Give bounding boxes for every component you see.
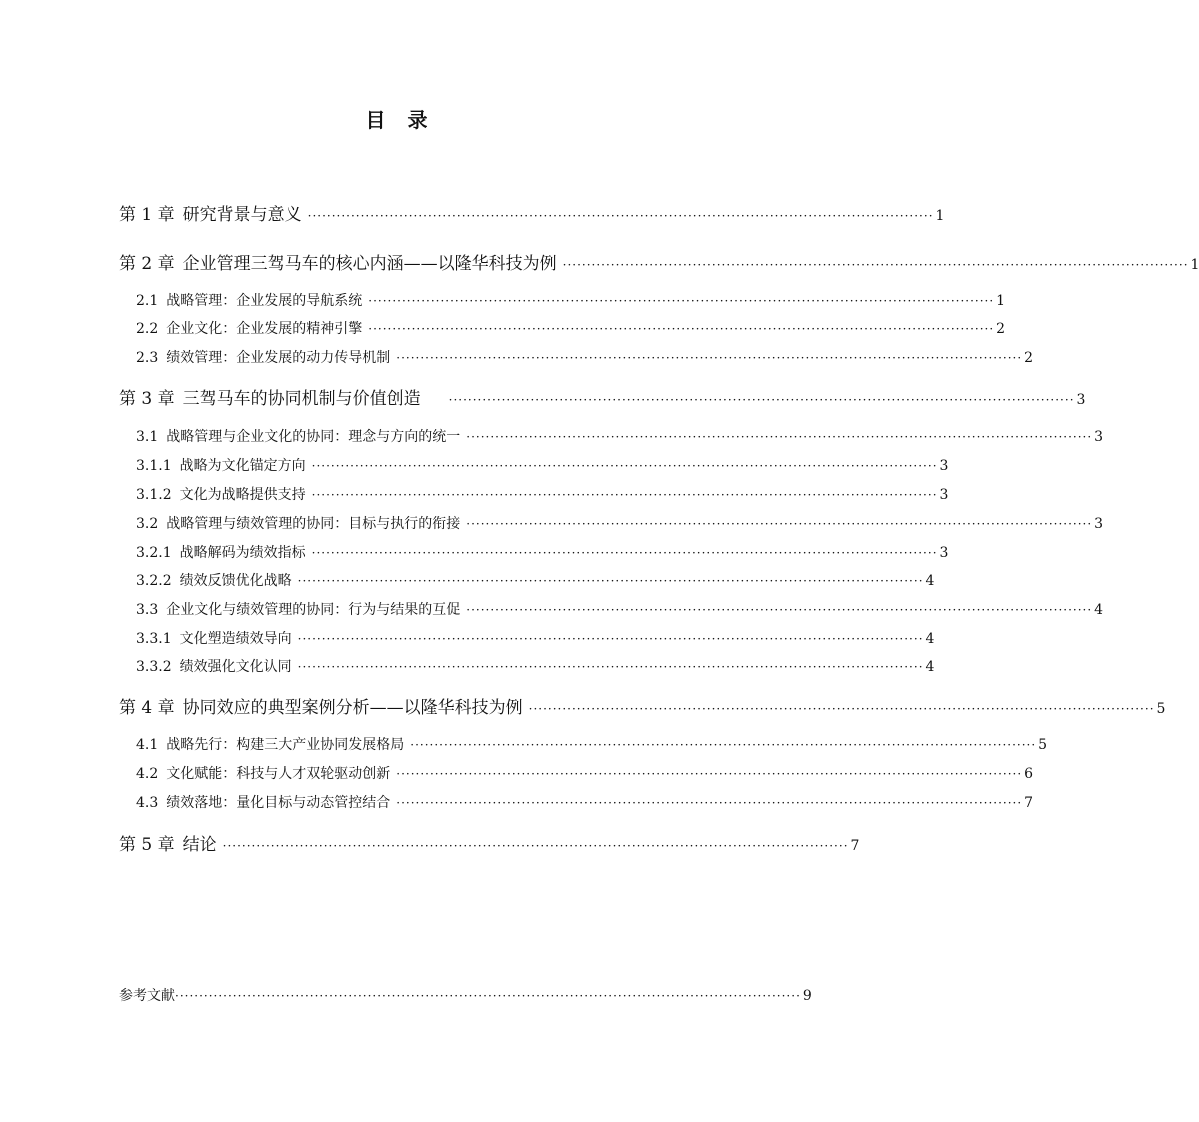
dot-leader: ··································································································································: [368, 322, 995, 336]
toc-entry-section-3-1[interactable]: [136, 426, 1104, 446]
page-number: 1: [996, 293, 1006, 309]
section-title: 战略管理：企业发展的导航系统: [166, 293, 363, 309]
dot-leader: ··································································································································: [466, 430, 1093, 444]
toc-entry-section-4-1[interactable]: [136, 734, 1048, 754]
toc-entry-chapter-3[interactable]: [119, 384, 1086, 409]
section-title: 企业文化：企业发展的精神引擎: [166, 321, 363, 337]
toc-entry-section-3-2-1[interactable]: [136, 542, 949, 562]
section-title: 战略管理与企业文化的协同：理念与方向的统一: [166, 429, 461, 445]
page-number: 3: [1076, 392, 1086, 408]
section-number: 3.1.2: [136, 487, 172, 503]
toc-entry-section-3-3-2[interactable]: [136, 656, 935, 676]
dot-leader: ··································································································································: [396, 351, 1023, 365]
dot-leader: ··································································································································: [297, 574, 924, 588]
section-number: 3.2: [136, 516, 159, 532]
dot-leader: ··································································································································: [297, 660, 924, 674]
section-title: 绩效反馈优化战略: [179, 573, 292, 589]
page-number: 1: [935, 208, 945, 224]
chapter-number: 第 4 章: [119, 698, 175, 718]
dot-leader: ··································································································································: [396, 796, 1023, 810]
chapter-number: 第 3 章: [119, 389, 175, 409]
page-number: 4: [925, 659, 935, 675]
dot-leader: ··································································································································: [297, 632, 924, 646]
chapter-number: 第 1 章: [119, 205, 175, 225]
section-title: 文化赋能：科技与人才双轮驱动创新: [166, 766, 391, 782]
toc-entry-chapter-4[interactable]: [119, 693, 1166, 718]
page-number: 1: [1190, 257, 1199, 273]
toc-entry-section-2-3[interactable]: [136, 347, 1034, 367]
toc-entry-section-4-2[interactable]: [136, 763, 1034, 783]
section-number: 3.1.1: [136, 458, 172, 474]
section-number: 4.3: [136, 795, 159, 811]
page-number: 5: [1156, 701, 1166, 717]
dot-leader: ··································································································································: [466, 517, 1093, 531]
dot-leader: ··································································································································: [311, 459, 938, 473]
toc-entry-references[interactable]: [119, 985, 812, 1005]
page-number: 4: [925, 573, 935, 589]
page-number: 3: [1094, 516, 1104, 532]
dot-leader: ··································································································································: [562, 258, 1189, 272]
page-number: 5: [1038, 737, 1048, 753]
page-number: 3: [1094, 429, 1104, 445]
dot-leader: ··································································································································: [307, 209, 934, 223]
toc-entry-chapter-1[interactable]: [119, 200, 945, 225]
chapter-title: 研究背景与意义: [182, 205, 302, 225]
section-title: 文化为战略提供支持: [179, 487, 306, 503]
dot-leader: ··································································································································: [466, 603, 1093, 617]
section-number: 3.1: [136, 429, 159, 445]
page-number: 2: [996, 321, 1006, 337]
section-title: 战略解码为绩效指标: [179, 545, 306, 561]
toc-entry-section-2-2[interactable]: [136, 318, 1006, 338]
page-number: 9: [802, 988, 812, 1004]
section-title: 绩效管理：企业发展的动力传导机制: [166, 350, 391, 366]
toc-title-char-2: 录: [407, 108, 428, 132]
section-title: 企业文化与绩效管理的协同：行为与结果的互促: [166, 602, 461, 618]
section-title: 文化塑造绩效导向: [179, 631, 292, 647]
dot-leader: ··································································································································: [368, 294, 995, 308]
page-number: 4: [1094, 602, 1104, 618]
references-title: 参考文献: [119, 988, 175, 1004]
toc-title: [0, 104, 793, 133]
dot-leader: ··································································································································: [396, 767, 1023, 781]
page-number: 7: [850, 838, 860, 854]
toc-entry-section-3-1-1[interactable]: [136, 455, 949, 475]
page-number: 4: [925, 631, 935, 647]
chapter-title: 企业管理三驾马车的核心内涵——以隆华科技为例: [182, 254, 557, 274]
dot-leader: ··································································································································: [448, 393, 1075, 407]
chapter-title: 结论: [182, 835, 217, 855]
toc-entry-section-3-3-1[interactable]: [136, 628, 935, 648]
section-number: 4.1: [136, 737, 159, 753]
section-number: 2.3: [136, 350, 159, 366]
page-number: 6: [1024, 766, 1034, 782]
chapter-number: 第 5 章: [119, 835, 175, 855]
section-number: 3.3.2: [136, 659, 172, 675]
section-number: 3.3: [136, 602, 159, 618]
page-number: 3: [939, 545, 949, 561]
dot-leader: ··································································································································: [528, 702, 1155, 716]
page-number: 7: [1024, 795, 1034, 811]
section-number: 2.1: [136, 293, 159, 309]
toc-entry-section-2-1[interactable]: [136, 290, 1006, 310]
section-title: 绩效强化文化认同: [179, 659, 292, 675]
toc-entry-section-3-3[interactable]: [136, 599, 1104, 619]
toc-entry-section-3-2-2[interactable]: [136, 570, 935, 590]
dot-leader: ··································································································································: [222, 839, 849, 853]
toc-entry-section-3-2[interactable]: [136, 513, 1104, 533]
chapter-number: 第 2 章: [119, 254, 175, 274]
dot-leader: ··································································································································: [311, 546, 938, 560]
page-number: 3: [939, 487, 949, 503]
section-title: 战略为文化锚定方向: [179, 458, 306, 474]
toc-entry-section-4-3[interactable]: [136, 792, 1034, 812]
toc-title-char-1: 目: [365, 108, 386, 132]
section-title: 战略先行：构建三大产业协同发展格局: [166, 737, 405, 753]
chapter-title: 三驾马车的协同机制与价值创造: [182, 389, 421, 409]
toc-entry-chapter-2[interactable]: [119, 249, 1199, 274]
section-number: 4.2: [136, 766, 159, 782]
section-number: 2.2: [136, 321, 159, 337]
dot-leader: ··································································································································: [175, 989, 801, 1003]
toc-entry-section-3-1-2[interactable]: [136, 484, 949, 504]
section-number: 3.3.1: [136, 631, 172, 647]
section-title: 绩效落地：量化目标与动态管控结合: [166, 795, 391, 811]
toc-entry-chapter-5[interactable]: [119, 830, 860, 855]
dot-leader: ··································································································································: [311, 488, 938, 502]
dot-leader: ··································································································································: [410, 738, 1037, 752]
page-number: 3: [939, 458, 949, 474]
section-number: 3.2.1: [136, 545, 172, 561]
chapter-title: 协同效应的典型案例分析——以隆华科技为例: [182, 698, 523, 718]
section-number: 3.2.2: [136, 573, 172, 589]
page-number: 2: [1024, 350, 1034, 366]
section-title: 战略管理与绩效管理的协同：目标与执行的衔接: [166, 516, 461, 532]
